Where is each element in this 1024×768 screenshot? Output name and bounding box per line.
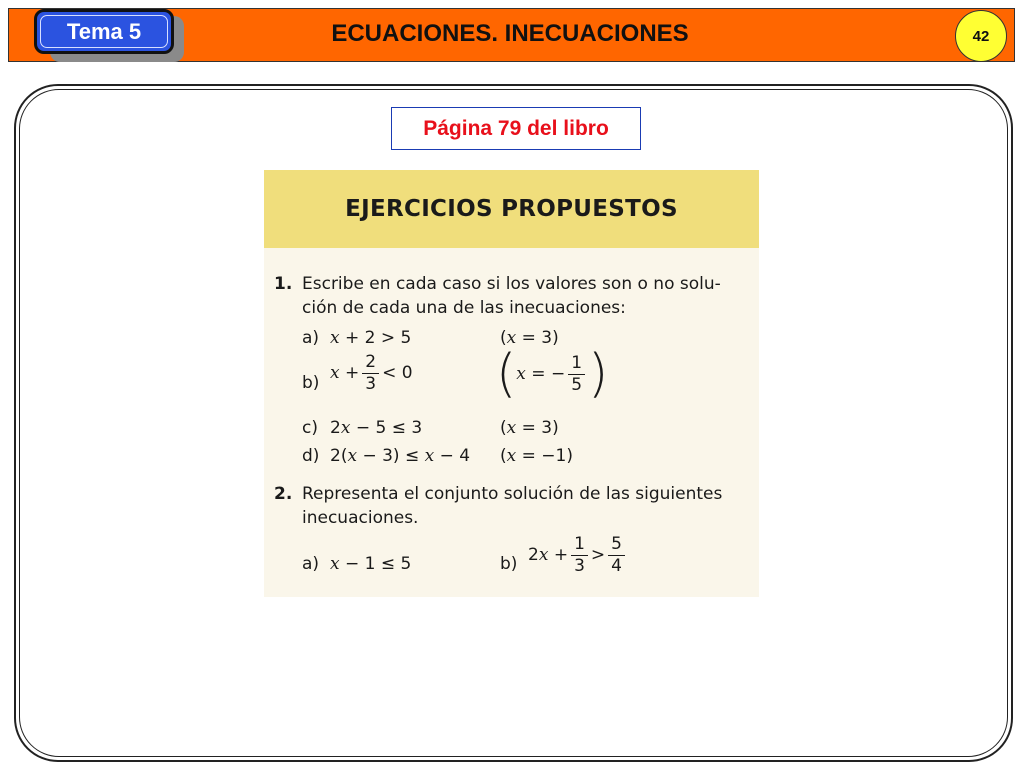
ex1-c-label: c) [302,418,318,438]
ex1-b-condition: (x = − $\frac{1}{5}$ ) [496,344,609,404]
ex1-d-condition: (x = −1) [500,446,573,466]
ex1-a-label: a) [302,328,320,348]
exercise-card [264,170,759,597]
ex1-b-label: b) [302,373,320,393]
ex1-d-label: d) [302,446,320,466]
ex1-c-condition: (x = 3) [500,418,559,438]
ex2-a-inequation: x − 1 ≤ 5 [330,554,412,574]
ex1-a-condition: (x = 3) [500,328,559,348]
page-title: ECUACIONES. INECUACIONES [331,20,689,47]
tema-button[interactable] [34,9,174,54]
ex1-b-inequation: x + $\frac{2}{3}$ < 0 [330,352,413,394]
exercise-2-line1: Representa el conjunto solución de las siguientes [302,484,723,504]
exercise-2-number: 2. [274,484,293,504]
tema-label: Tema 5 [66,18,142,44]
ex1-c-inequation: 2x − 5 ≤ 3 [330,418,423,438]
ex1-a-inequation: x + 2 > 5 [330,328,412,348]
exercise-1-line1: Escribe en cada caso si los valores son o no solu- [302,274,721,294]
page-number-badge: 42 [955,10,1007,62]
ex1-d-inequation: 2(x − 3) ≤ x − 4 [330,446,471,466]
exercise-1-number: 1. [274,274,293,294]
ex2-a-label: a) [302,554,320,574]
exercise-2-line2: inecuaciones. [302,508,419,528]
book-page-label: Página 79 del libro [391,107,641,150]
ex2-b-label: b) [500,554,518,574]
ex2-b-inequation: 2x + $\frac{1}{3}$ > $\frac{5}{4}$ [528,534,628,577]
exercises-heading: EJERCICIOS PROPUESTOS [264,170,759,248]
exercise-1-line2: ción de cada una de las inecuaciones: [302,298,626,318]
